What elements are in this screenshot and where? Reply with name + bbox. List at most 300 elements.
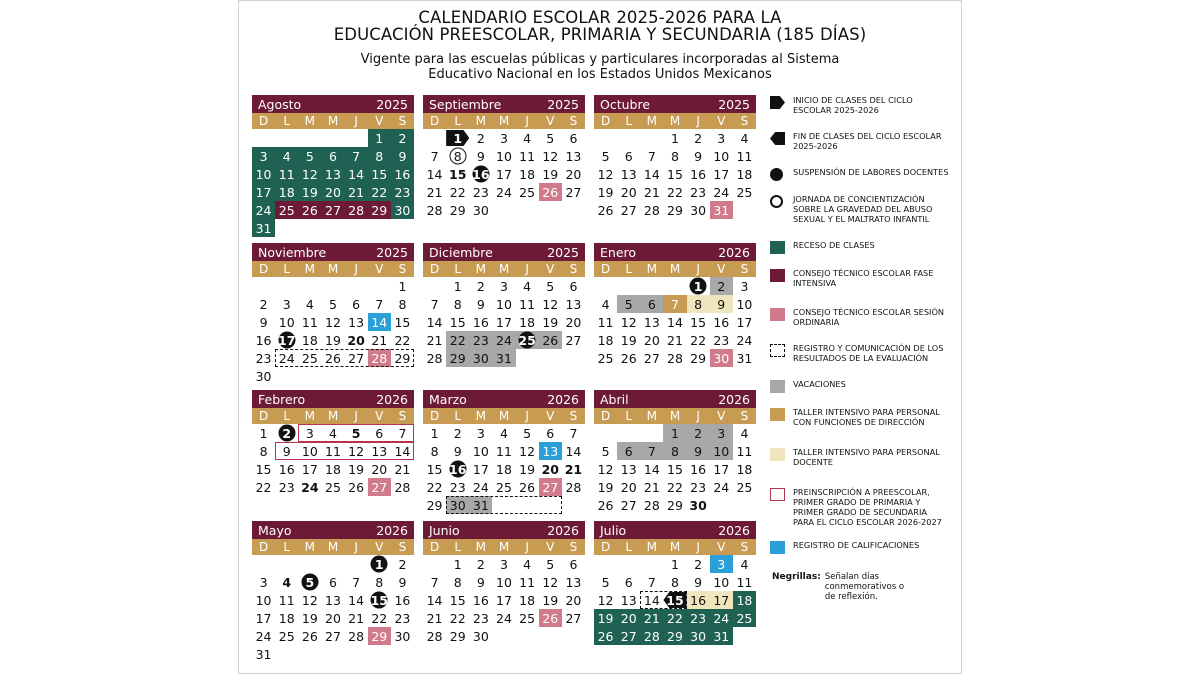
- page-title: [238, 9, 962, 43]
- day-cell: [298, 478, 321, 496]
- day-cell: [640, 349, 663, 367]
- day-number: 7: [430, 574, 439, 590]
- day-number: 20: [371, 461, 388, 477]
- day-number: 17: [496, 314, 512, 330]
- awareness-ring-icon: [770, 195, 783, 208]
- month-year: 2026: [376, 391, 408, 407]
- legend-label: REGISTRO Y COMUNICACIÓN DE LOS RESULTADOS DE LA EVALUACIÓN: [793, 343, 944, 363]
- day-number: 16: [394, 166, 411, 182]
- day-cell: [516, 591, 539, 609]
- day-cell: [516, 183, 539, 201]
- day-cell: [321, 442, 344, 460]
- day-number: 7: [671, 296, 679, 312]
- day-number: 6: [624, 574, 633, 590]
- weekday-label: M: [327, 409, 339, 423]
- day-cell: [562, 313, 585, 331]
- day-cell: [687, 129, 710, 147]
- weekday-label: V: [717, 262, 726, 276]
- day-cell: [275, 183, 298, 201]
- day-number: 25: [736, 184, 753, 200]
- day-cell: [469, 609, 492, 627]
- day-number: 23: [394, 184, 411, 200]
- empty-cell: [345, 555, 368, 573]
- day-number: 21: [426, 610, 443, 626]
- month-name: Julio: [600, 522, 627, 538]
- day-cell: [423, 478, 446, 496]
- day-number: 1: [671, 556, 679, 572]
- day-cell: [539, 424, 562, 442]
- day-number: 29: [394, 350, 411, 366]
- day-cell: [594, 147, 617, 165]
- day-number: 12: [597, 166, 614, 182]
- day-number: 23: [472, 332, 489, 348]
- day-number: 28: [348, 628, 365, 644]
- day-number: 18: [736, 461, 753, 477]
- day-number: 16: [278, 461, 295, 477]
- day-cell: [423, 295, 446, 313]
- legend-item: [770, 240, 950, 254]
- day-number: 4: [305, 296, 314, 312]
- legend-label: CONSEJO TÉCNICO ESCOLAR SESIÓN ORDINARIA: [793, 307, 945, 327]
- month-diciembre: [423, 243, 585, 367]
- day-number: 16: [690, 461, 707, 477]
- day-number: 23: [255, 350, 272, 366]
- day-cell: [562, 591, 585, 609]
- day-cell: [562, 183, 585, 201]
- day-cell: [298, 313, 321, 331]
- day-number: 3: [259, 574, 268, 590]
- weekday-label: S: [740, 114, 749, 128]
- day-number: 1: [259, 425, 268, 441]
- day-number: 2: [694, 130, 703, 146]
- day-cell: [710, 478, 733, 496]
- day-number: 21: [426, 184, 443, 200]
- weekday-label: M: [669, 262, 681, 276]
- weekday-label: M: [498, 114, 510, 128]
- day-cell: [368, 183, 391, 201]
- day-cell: [368, 129, 391, 147]
- month-septiembre: [423, 95, 585, 219]
- day-number: 11: [736, 148, 753, 164]
- day-cell: [617, 478, 640, 496]
- day-cell: [275, 147, 298, 165]
- legend-item: [770, 540, 950, 554]
- day-cell: [298, 165, 321, 183]
- day-cell: [368, 424, 391, 442]
- day-number: 17: [472, 461, 489, 477]
- day-cell: [446, 147, 469, 165]
- day-cell: [710, 295, 733, 313]
- day-number: 13: [620, 166, 637, 182]
- day-cell: [710, 201, 733, 219]
- day-number: 10: [713, 148, 730, 164]
- weekday-label: J: [525, 409, 529, 423]
- day-cell: [252, 147, 275, 165]
- day-cell: [391, 609, 414, 627]
- weekday-header: [594, 539, 756, 555]
- day-cell: [663, 331, 686, 349]
- day-number: 1: [671, 130, 679, 146]
- month-year: 2026: [547, 391, 579, 407]
- day-cell: [446, 424, 469, 442]
- month-header: [252, 390, 414, 408]
- day-number: 3: [305, 425, 314, 441]
- month-enero: [594, 243, 756, 367]
- subtitle-line-1: Vigente para las escuelas públicas y particulares incorporadas al Sistema: [360, 52, 840, 67]
- day-number: 22: [449, 610, 466, 626]
- day-cell: [275, 573, 298, 591]
- title-line-1: CALENDARIO ESCOLAR 2025-2026 PARA LA: [418, 8, 782, 27]
- day-number: 31: [713, 202, 730, 218]
- day-number: 7: [647, 574, 656, 590]
- day-number: 6: [329, 574, 337, 590]
- day-cell: [733, 442, 756, 460]
- day-number: 3: [717, 556, 726, 572]
- day-cell: [345, 442, 368, 460]
- day-cell: [298, 295, 321, 313]
- day-number: 17: [496, 592, 512, 608]
- day-number: 6: [375, 425, 384, 441]
- day-number: 13: [325, 166, 341, 182]
- day-cell: [345, 478, 368, 496]
- day-number: 28: [371, 350, 388, 366]
- day-number: 11: [325, 443, 341, 459]
- day-cell: [469, 165, 492, 183]
- day-number: 12: [519, 443, 536, 459]
- day-number: 15: [690, 314, 707, 330]
- day-number: 10: [713, 443, 730, 459]
- day-cell: [640, 627, 663, 645]
- empty-cell: [252, 277, 275, 295]
- day-number: 5: [351, 425, 361, 441]
- legend-label: SUSPENSIÓN DE LABORES DOCENTES: [793, 167, 949, 177]
- day-cell: [539, 183, 562, 201]
- day-cell: [663, 627, 686, 645]
- day-cell: [345, 609, 368, 627]
- day-number: 22: [667, 479, 683, 495]
- day-number: 4: [523, 556, 532, 572]
- weekday-label: D: [258, 262, 269, 276]
- weekday-label: S: [569, 262, 578, 276]
- day-cell: [687, 424, 710, 442]
- month-header: [423, 390, 585, 408]
- day-number: 8: [671, 443, 679, 459]
- empty-cell: [298, 555, 321, 573]
- day-number: 24: [255, 628, 272, 644]
- day-number: 25: [519, 610, 536, 626]
- legend-label: PREINSCRIPCIÓN A PREESCOLAR, PRIMER GRADO DE PRIMARIA Y PRIMER GRADO DE SECUNDARIA PARA EL CICLO ESCOLAR 2026-2027: [793, 487, 942, 527]
- day-cell: [562, 165, 585, 183]
- day-number: 10: [255, 166, 272, 182]
- month-year: 2026: [718, 522, 750, 538]
- day-number: 3: [717, 425, 726, 441]
- day-number: 12: [597, 592, 614, 608]
- day-cell: [298, 460, 321, 478]
- day-number: 30: [472, 628, 489, 644]
- day-cell: [687, 201, 710, 219]
- weekday-label: M: [669, 114, 681, 128]
- legend-label: TALLER INTENSIVO PARA PERSONAL DOCENTE: [793, 447, 940, 467]
- day-number: 18: [597, 332, 614, 348]
- month-header: [594, 390, 756, 408]
- weekday-label: L: [454, 540, 462, 554]
- color-swatch-icon: [770, 408, 785, 421]
- day-number: 11: [597, 314, 614, 330]
- day-number: 1: [693, 278, 703, 294]
- day-cell: [492, 129, 515, 147]
- empty-cell: [275, 129, 298, 147]
- day-cell: [663, 591, 686, 609]
- day-number: 28: [348, 202, 365, 218]
- day-number: 25: [278, 628, 295, 644]
- day-number: 14: [426, 166, 443, 182]
- day-number: 28: [667, 350, 683, 366]
- day-number: 26: [301, 202, 318, 218]
- day-cell: [345, 591, 368, 609]
- day-number: 21: [426, 332, 443, 348]
- day-number: 15: [667, 461, 683, 477]
- day-number: 24: [301, 479, 319, 495]
- day-cell: [492, 147, 515, 165]
- day-cell: [252, 424, 275, 442]
- day-cell: [562, 277, 585, 295]
- empty-cell: [594, 129, 617, 147]
- weekday-label: S: [740, 409, 749, 423]
- day-number: 29: [449, 202, 466, 218]
- day-number: 14: [643, 592, 660, 608]
- weekday-label: D: [600, 114, 611, 128]
- day-cell: [368, 591, 391, 609]
- day-cell: [492, 295, 515, 313]
- day-number: 11: [496, 443, 512, 459]
- weekday-label: M: [646, 409, 658, 423]
- day-cell: [345, 183, 368, 201]
- day-cell: [562, 609, 585, 627]
- day-number: 21: [667, 332, 683, 348]
- day-cell: [492, 478, 515, 496]
- day-number: 9: [259, 314, 268, 330]
- day-number: 13: [348, 314, 365, 330]
- day-number: 6: [624, 148, 633, 164]
- day-number: 20: [620, 184, 637, 200]
- weekday-label: S: [740, 262, 749, 276]
- day-cell: [252, 183, 275, 201]
- day-number: 10: [278, 314, 295, 330]
- empty-cell: [617, 424, 640, 442]
- weekday-header: [252, 408, 414, 424]
- day-number: 3: [500, 130, 508, 146]
- day-cell: [391, 201, 414, 219]
- day-cell: [492, 609, 515, 627]
- month-header: [594, 521, 756, 539]
- day-cell: [663, 349, 686, 367]
- day-cell: [617, 460, 640, 478]
- weekday-label: M: [327, 114, 339, 128]
- day-number: 14: [394, 443, 411, 459]
- weekday-label: M: [646, 540, 658, 554]
- day-number: 29: [426, 497, 443, 513]
- day-number: 29: [371, 628, 388, 644]
- day-cell: [562, 129, 585, 147]
- day-number: 15: [666, 592, 684, 608]
- day-cell: [345, 460, 368, 478]
- day-number: 12: [348, 443, 365, 459]
- weekday-label: L: [454, 262, 462, 276]
- legend-item: [770, 167, 950, 181]
- day-cell: [298, 627, 321, 645]
- day-number: 30: [449, 497, 466, 513]
- day-number: 18: [278, 184, 295, 200]
- day-number: 3: [476, 425, 485, 441]
- day-number: 13: [542, 443, 559, 459]
- day-number: 4: [282, 574, 292, 590]
- day-cell: [368, 442, 391, 460]
- day-number: 12: [620, 314, 637, 330]
- day-number: 1: [453, 278, 462, 294]
- day-number: 31: [255, 646, 272, 662]
- day-number: 24: [496, 184, 512, 200]
- day-number: 7: [647, 148, 656, 164]
- day-number: 18: [736, 166, 753, 182]
- empty-cell: [640, 555, 663, 573]
- month-name: Septiembre: [429, 96, 502, 112]
- day-cell: [469, 442, 492, 460]
- legend-label: VACACIONES: [793, 379, 846, 389]
- day-cell: [423, 424, 446, 442]
- weekday-label: S: [569, 540, 578, 554]
- day-number: 22: [690, 332, 707, 348]
- day-cell: [321, 460, 344, 478]
- empty-cell: [252, 129, 275, 147]
- day-number: 20: [541, 461, 559, 477]
- day-number: 19: [542, 314, 559, 330]
- day-cell: [345, 201, 368, 219]
- day-number: 23: [449, 479, 466, 495]
- day-cell: [275, 295, 298, 313]
- day-number: 31: [736, 350, 753, 366]
- day-number: 12: [542, 148, 559, 164]
- weekday-label: M: [475, 262, 487, 276]
- day-cell: [594, 349, 617, 367]
- day-number: 27: [565, 610, 582, 626]
- day-cell: [539, 442, 562, 460]
- day-number: 4: [282, 148, 291, 164]
- day-number: 27: [620, 497, 637, 513]
- weekday-label: L: [625, 540, 633, 554]
- weekday-label: L: [454, 114, 462, 128]
- day-number: 10: [301, 443, 318, 459]
- day-number: 25: [736, 610, 753, 626]
- day-cell: [492, 183, 515, 201]
- day-cell: [298, 609, 321, 627]
- empty-cell: [368, 277, 391, 295]
- days-grid: [594, 277, 756, 367]
- weekday-label: M: [669, 409, 681, 423]
- month-junio: [423, 521, 585, 645]
- weekday-label: V: [546, 114, 555, 128]
- day-number: 15: [255, 461, 272, 477]
- weekday-label: D: [600, 409, 611, 423]
- day-cell: [687, 555, 710, 573]
- day-number: 13: [620, 592, 637, 608]
- day-cell: [516, 478, 539, 496]
- month-name: Febrero: [258, 391, 306, 407]
- day-number: 31: [472, 497, 489, 513]
- day-number: 17: [713, 166, 730, 182]
- day-cell: [594, 478, 617, 496]
- day-cell: [594, 201, 617, 219]
- weekday-label: M: [498, 409, 510, 423]
- day-cell: [368, 573, 391, 591]
- day-cell: [710, 442, 733, 460]
- day-cell: [516, 442, 539, 460]
- day-number: 11: [519, 574, 536, 590]
- day-cell: [733, 460, 756, 478]
- day-number: 26: [542, 184, 559, 200]
- empty-cell: [321, 555, 344, 573]
- day-cell: [423, 460, 446, 478]
- day-cell: [562, 147, 585, 165]
- month-name: Agosto: [258, 96, 302, 112]
- day-number: 13: [565, 296, 582, 312]
- day-cell: [710, 555, 733, 573]
- day-number: 12: [301, 166, 318, 182]
- day-number: 20: [620, 479, 637, 495]
- day-number: 29: [449, 350, 466, 366]
- day-cell: [469, 573, 492, 591]
- month-name: Diciembre: [429, 244, 493, 260]
- day-number: 1: [671, 425, 679, 441]
- day-cell: [617, 573, 640, 591]
- day-number: 9: [694, 574, 703, 590]
- day-number: 16: [690, 592, 707, 608]
- day-number: 19: [597, 184, 614, 200]
- day-cell: [391, 591, 414, 609]
- day-number: 23: [690, 610, 707, 626]
- day-cell: [733, 424, 756, 442]
- day-number: 17: [713, 592, 730, 608]
- day-cell: [640, 591, 663, 609]
- day-number: 26: [597, 497, 614, 513]
- day-number: 27: [565, 184, 582, 200]
- day-number: 4: [740, 556, 749, 572]
- day-cell: [594, 313, 617, 331]
- day-number: 16: [394, 592, 411, 608]
- day-cell: [710, 460, 733, 478]
- weekday-label: M: [669, 540, 681, 554]
- day-cell: [539, 478, 562, 496]
- weekday-label: V: [717, 114, 726, 128]
- day-cell: [663, 183, 686, 201]
- day-cell: [275, 478, 298, 496]
- weekday-label: L: [625, 114, 633, 128]
- day-number: 8: [375, 148, 384, 164]
- day-number: 16: [472, 314, 489, 330]
- day-number: 18: [301, 332, 318, 348]
- weekday-label: L: [283, 540, 291, 554]
- weekday-label: M: [327, 540, 339, 554]
- dashed-box-icon: [770, 344, 785, 357]
- day-number: 8: [671, 574, 679, 590]
- day-number: 27: [565, 332, 582, 348]
- day-cell: [446, 295, 469, 313]
- weekday-label: S: [398, 409, 407, 423]
- day-cell: [391, 183, 414, 201]
- negrillas-note: [772, 572, 915, 602]
- day-number: 15: [449, 592, 466, 608]
- day-cell: [516, 460, 539, 478]
- day-number: 15: [449, 166, 467, 182]
